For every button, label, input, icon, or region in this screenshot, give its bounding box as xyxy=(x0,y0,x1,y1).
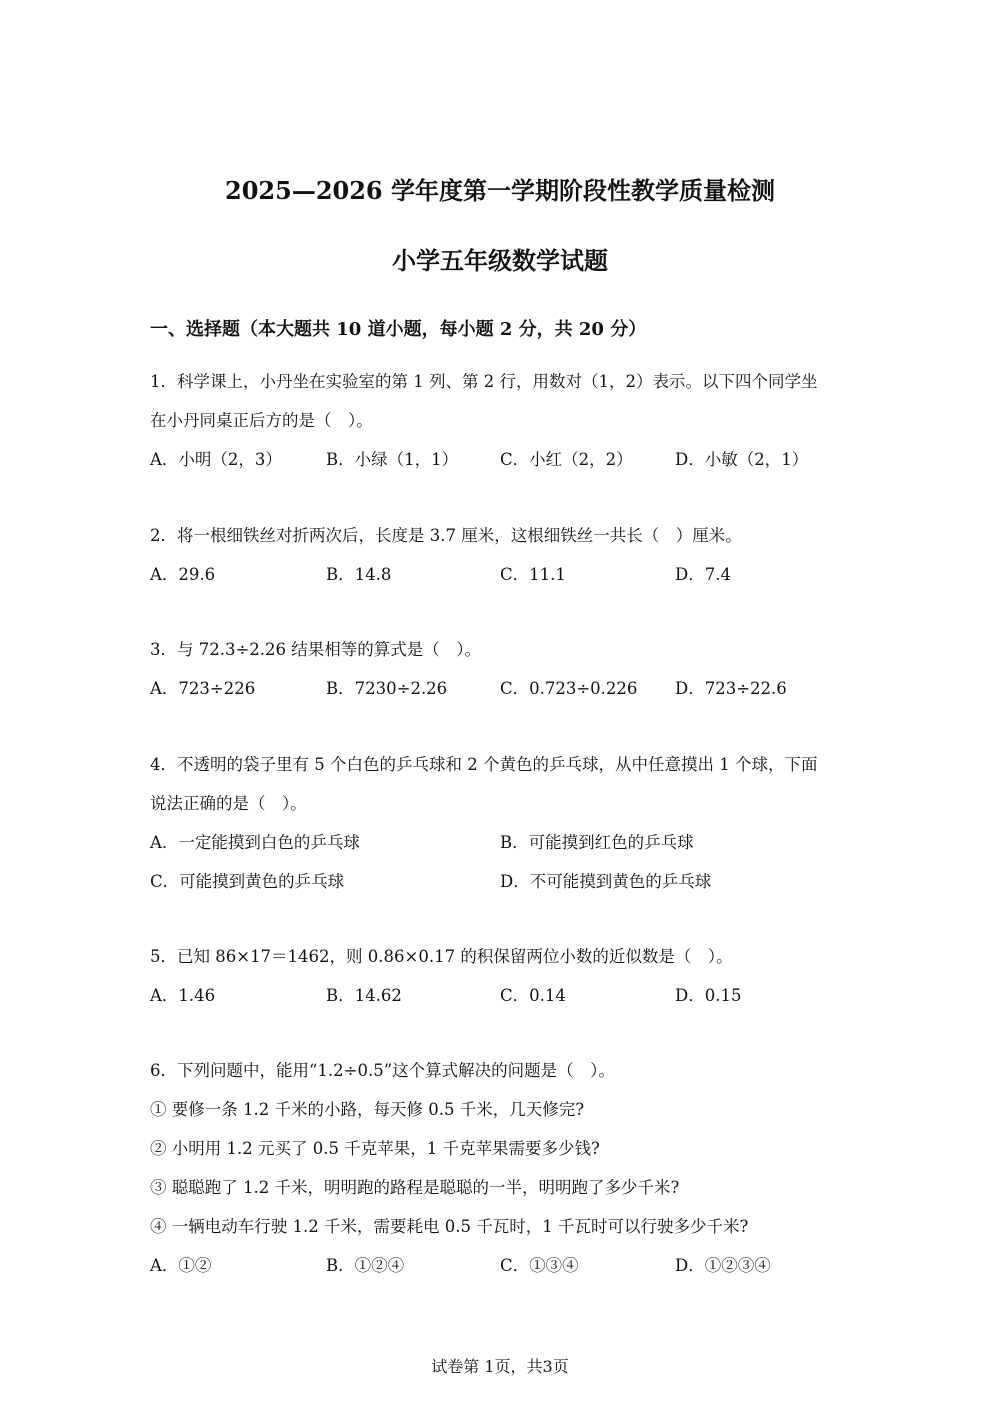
option-d: D．①②③④ xyxy=(675,1256,771,1275)
option-b: B．14.8 xyxy=(326,565,392,584)
question-1-line-2: 在小丹同桌正后方的是（ ）。 xyxy=(150,411,373,430)
question-6-line-1: 6．下列问题中，能用“1.2÷0.5”这个算式解决的问题是（ ）。 xyxy=(150,1061,615,1080)
option-c: C．0.14 xyxy=(500,986,566,1005)
option-c: C．11.1 xyxy=(500,565,566,584)
option-c: C．小红（2，2） xyxy=(500,450,633,469)
question-6-item-1: ① 要修一条 1.2 千米的小路，每天修 0.5 千米，几天修完? xyxy=(150,1100,585,1119)
option-d: D．0.15 xyxy=(675,986,742,1005)
option-c: C．①③④ xyxy=(500,1256,579,1275)
question-6-options xyxy=(150,1246,850,1285)
option-a: A．1.46 xyxy=(150,986,216,1005)
exam-subtitle: 小学五年级数学试题 xyxy=(392,246,608,275)
option-a: A．一定能摸到白色的乒乓球 xyxy=(150,833,360,852)
question-4-line-2: 说法正确的是（ ）。 xyxy=(150,794,307,813)
question-6-item-4: ④ 一辆电动车行驶 1.2 千米，需要耗电 0.5 千瓦时，1 千瓦时可以行驶多少千米? xyxy=(150,1217,749,1236)
option-c: C．0.723÷0.226 xyxy=(500,679,638,698)
question-3-line-1: 3．与 72.3÷2.26 结果相等的算式是（ ）。 xyxy=(150,640,482,659)
option-d: D．不可能摸到黄色的乒乓球 xyxy=(500,872,712,891)
option-b: B．14.62 xyxy=(326,986,402,1005)
question-1-options xyxy=(150,440,850,479)
option-b: B．可能摸到红色的乒乓球 xyxy=(500,833,694,852)
question-2-options xyxy=(150,555,850,594)
question-3-options xyxy=(150,669,850,708)
option-b: B．7230÷2.26 xyxy=(326,679,448,698)
option-a: A．①② xyxy=(150,1256,212,1275)
question-5 xyxy=(150,937,850,1015)
question-5-line-1: 5．已知 86×17＝1462，则 0.86×0.17 的积保留两位小数的近似数是（ ）。 xyxy=(150,947,733,966)
question-2-line-1: 2．将一根细铁丝对折两次后，长度是 3.7 厘米，这根细铁丝一共长（ ）厘米。 xyxy=(150,526,742,545)
option-a: A．723÷226 xyxy=(150,679,256,698)
section-heading-choice: 一、选择题（本大题共 10 道小题，每小题 2 分，共 20 分） xyxy=(150,319,647,340)
question-6-item-3: ③ 聪聪跑了 1.2 千米，明明跑的路程是聪聪的一半，明明跑了多少千米? xyxy=(150,1178,680,1197)
question-3 xyxy=(150,630,850,708)
question-1 xyxy=(150,362,850,479)
option-b: B．①②④ xyxy=(326,1256,405,1275)
option-a: A．小明（2，3） xyxy=(150,450,282,469)
question-5-options xyxy=(150,976,850,1015)
option-d: D．7.4 xyxy=(675,565,731,584)
question-4 xyxy=(150,745,850,901)
option-d: D．723÷22.6 xyxy=(675,679,787,698)
question-1-line-1: 1．科学课上，小丹坐在实验室的第 1 列、第 2 行，用数对（1，2）表示。以下四个同学坐 xyxy=(150,372,818,391)
page-number: 试卷第 1页，共3页 xyxy=(431,1357,569,1376)
option-a: A．29.6 xyxy=(150,565,216,584)
exam-title: 2025—2026 学年度第一学期阶段性教学质量检测 xyxy=(225,176,775,205)
question-4-options-row-2 xyxy=(150,862,850,901)
question-2 xyxy=(150,516,850,594)
question-6-item-2: ② 小明用 1.2 元买了 0.5 千克苹果，1 千克苹果需要多少钱? xyxy=(150,1139,600,1158)
question-4-line-1: 4．不透明的袋子里有 5 个白色的乒乓球和 2 个黄色的乒乓球，从中任意摸出 1 个球，下面 xyxy=(150,755,818,774)
option-d: D．小敏（2，1） xyxy=(675,450,809,469)
question-6 xyxy=(150,1051,850,1285)
option-c: C．可能摸到黄色的乒乓球 xyxy=(150,872,345,891)
question-4-options-row-1 xyxy=(150,823,850,862)
option-b: B．小绿（1，1） xyxy=(326,450,459,469)
